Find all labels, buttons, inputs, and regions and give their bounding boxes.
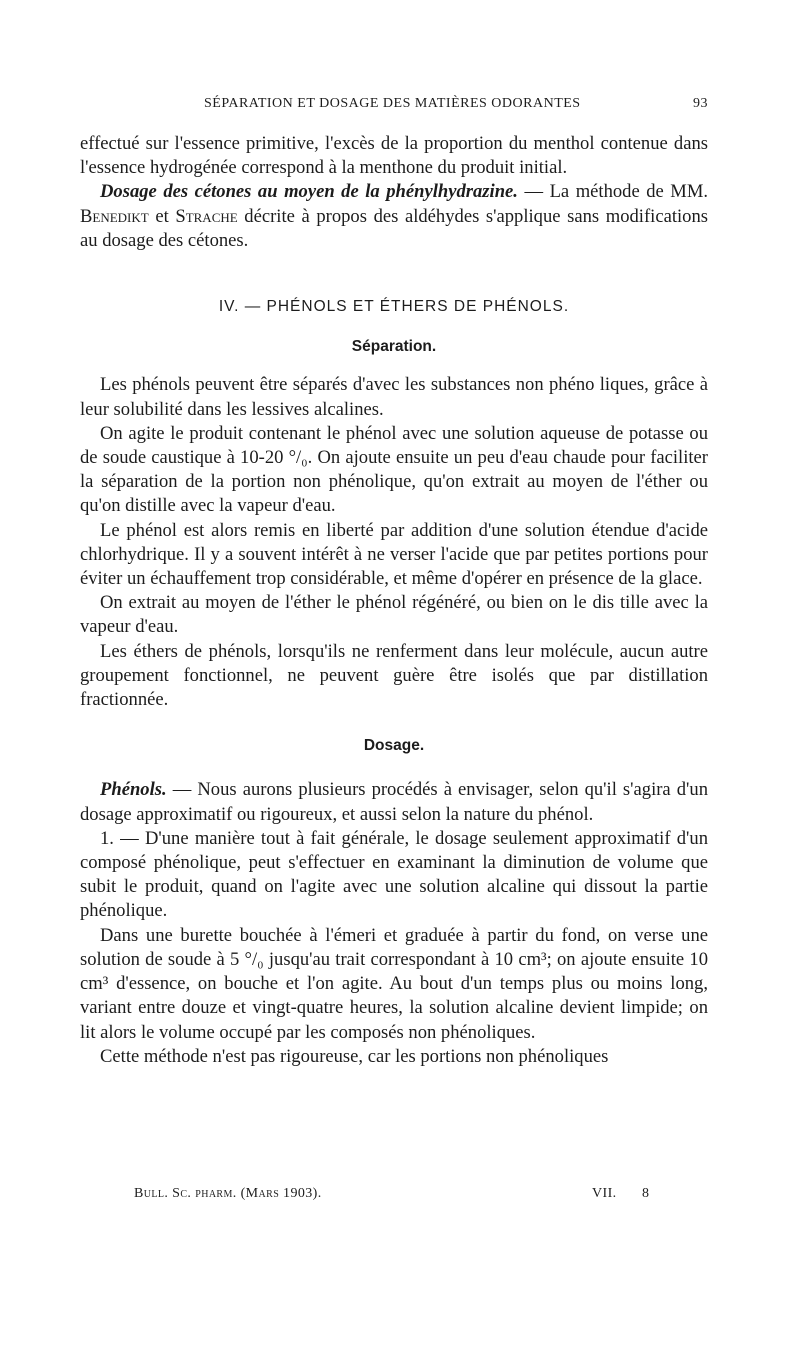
paragraph: Dans une burette bouchée à l'émeri et graduée à partir du fond, on verse une solution de soude à 5 °/₀ jusqu'au trait correspondant à 10 cm³; on ajoute ensuite 10 cm³ d'essence, on bouche et l'on agite. Au bout d'un temps plus ou moins long, variant entre douze et vingt-quatre heures, la solution alcaline devient limpide; on lit alors le volume occupé par les composés non phénoliques.	[80, 924, 708, 1043]
paragraph: Cette méthode n'est pas rigoureuse, car les portions non phénoliques	[100, 1045, 609, 1067]
run-in-title: Phénols.	[100, 779, 167, 801]
author-name: Strache	[175, 205, 238, 227]
page-body	[80, 132, 708, 1069]
paragraph-dosage-cetones: Dosage des cétones au moyen de la phénylhydrazine. — La méthode de MM. Benedikt et Strache décrite à propos des aldéhydes s'applique sans modifications au dosage des cétones.	[80, 181, 709, 251]
paragraph: Les éthers de phénols, lorsqu'ils ne renferment dans leur molécule, aucun autre groupement fonctionnel, ne peuvent guère être isolés que par distillation fractionnée.	[80, 640, 708, 711]
section-heading: IV. — PHÉNOLS ET ÉTHERS DE PHÉNOLS.	[218, 298, 570, 316]
run-in-title: Dosage des cétones au moyen de la phénylhydrazine.	[100, 181, 518, 203]
subheading-dosage: Dosage.	[363, 737, 425, 755]
paragraph: Le phénol est alors remis en liberté par addition d'une solution étendue d'acide chlorhydrique. Il y a souvent intérêt à ne verser l'acide que par petites portions pour éviter un échauffement trop considérable, et même d'opérer en présence de la glace.	[80, 519, 708, 590]
paragraph: Les phénols peuvent être séparés d'avec les substances non phéno liques, grâce à leur solubilité dans les lessives alcalines.	[80, 374, 708, 420]
paragraph: 1. — D'une manière tout à fait générale, le dosage seulement approximatif d'un composé phénolique, peut s'effectuer en examinant la diminution de volume que subit le produit, quand on l'agite avec une solution alcaline qui dissout la partie phénolique.	[80, 827, 708, 922]
page-number: 93	[693, 96, 708, 111]
paragraph: On extrait au moyen de l'éther le phénol régénéré, ou bien on le dis tille avec la vapeur d'eau.	[80, 592, 708, 638]
paragraph-continuation: effectué sur l'essence primitive, l'excès de la proportion du menthol contenue dans l'essence hydrogénée correspond à la menthone du produit initial.	[80, 133, 708, 179]
paragraph-phenols: Phénols. — Nous aurons plusieurs procédés à envisager, selon qu'il s'agira d'un dosage approximatif ou rigoureux, et aussi selon la nature du phénol.	[80, 779, 708, 825]
paragraph: On agite le produit contenant le phénol avec une solution aqueuse de potasse ou de soude caustique à 10-20 °/₀. On ajoute ensuite un peu d'eau chaude pour faciliter la séparation de la portion non phénolique, qu'on extrait au moyen de l'éther ou qu'on distille avec la vapeur d'eau.	[80, 422, 708, 517]
author-name: Benedikt	[80, 205, 149, 227]
footer-source: Bull. Sc. pharm. (Mars 1903).	[134, 1186, 322, 1201]
running-title: SÉPARATION ET DOSAGE DES MATIÈRES ODORANTES	[204, 96, 581, 111]
footer-volume: VII.	[592, 1186, 617, 1201]
subheading-separation: Séparation.	[351, 338, 437, 356]
footer-signature: 8	[642, 1186, 650, 1201]
